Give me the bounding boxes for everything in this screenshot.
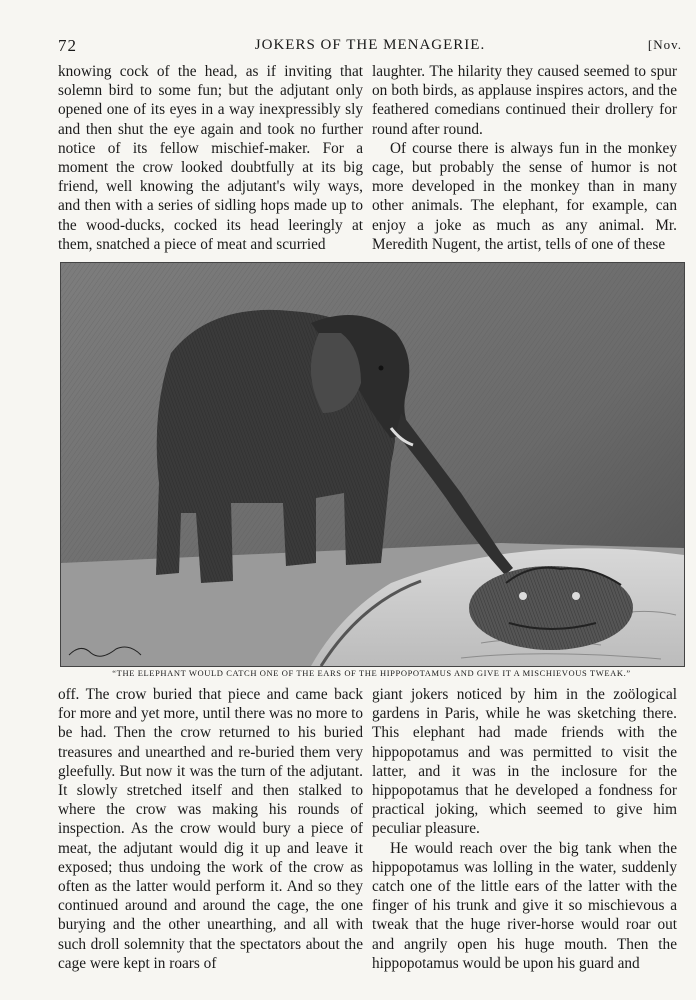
column-top-left xyxy=(58,62,363,254)
column-top-right xyxy=(372,62,677,254)
paragraph: He would reach over the big tank when the hippopotamus was lolling in the water, suddenly catch one of the little ears of the latter with the finger of his trunk and give it so mischievous a tweak that the huge river-horse would roar out and angrily open his huge mouth. Then the hippopotamus would be upon his guard and xyxy=(372,839,677,972)
running-title: JOKERS OF THE MENAGERIE. xyxy=(254,37,486,53)
column-bottom-left xyxy=(58,685,363,973)
paragraph: giant jokers noticed by him in the zoölogical gardens in Paris, while he was sketching there. This elephant had made friends with the hippopotamus and was permitted to visit the latter, and it was in the inclosure for the hippopotamus that he developed a fondness for practical joking, which seemed to give him peculiar pleasure. xyxy=(372,686,677,838)
paragraph: knowing cock of the head, as if inviting that solemn bird to some fun; but the adjutant only opened one of its eyes in a way inexpressibly sly and then shut the eye again and took no further notice of its fellow mischief-maker. For a moment the crow looked doubtfully at its big friend, well knowing the adjutant's wily ways, and then with a series of sidling hops made up to the wood-ducks, cocked its head leeringly at them, snatched a piece of meat and scurried xyxy=(58,63,363,253)
running-header xyxy=(58,36,682,56)
figure-caption: “THE ELEPHANT WOULD CATCH ONE OF THE EARS OF THE HIPPOPOTAMUS AND GIVE IT A MISCHIEVOUS TWEAK.” xyxy=(112,668,631,678)
issue-month: [Nov. xyxy=(647,37,682,52)
paragraph: off. The crow buried that piece and came back for more and yet more, until there was no more to be had. Then the crow returned to his buried treasures and unearthed and re-buried them very gleefully. But now it was the turn of the adjutant. It slowly stretched itself and then stalked to where the crow was making his rounds of inspection. As the crow would bury a piece of meat, the adjutant would dig it up and leave it exposed; thus undoing the work of the crow as often as the latter would perform it. And so they continued around and around the cage, the one burying and the other unearthing, and all with such droll solemnity that the spectators about the cage were kept in roars of xyxy=(58,686,363,972)
column-bottom-right xyxy=(372,685,677,973)
hippopotamus xyxy=(469,566,633,650)
elephant-hippo-engraving xyxy=(61,263,684,666)
paragraph: Of course there is always fun in the monkey cage, but probably the sense of humor is not more developed in the monkey than in many other animals. The elephant, for example, can enjoy a joke as much as any animal. Mr. Meredith Nugent, the artist, tells of one of these xyxy=(372,139,677,253)
page-number: 72 xyxy=(58,36,77,55)
engraving-illustration xyxy=(60,262,685,667)
paragraph: laughter. The hilarity they caused seemed to spur on both birds, as applause inspires actors, and the feathered comedians continued their drollery for round after round. xyxy=(372,63,677,138)
